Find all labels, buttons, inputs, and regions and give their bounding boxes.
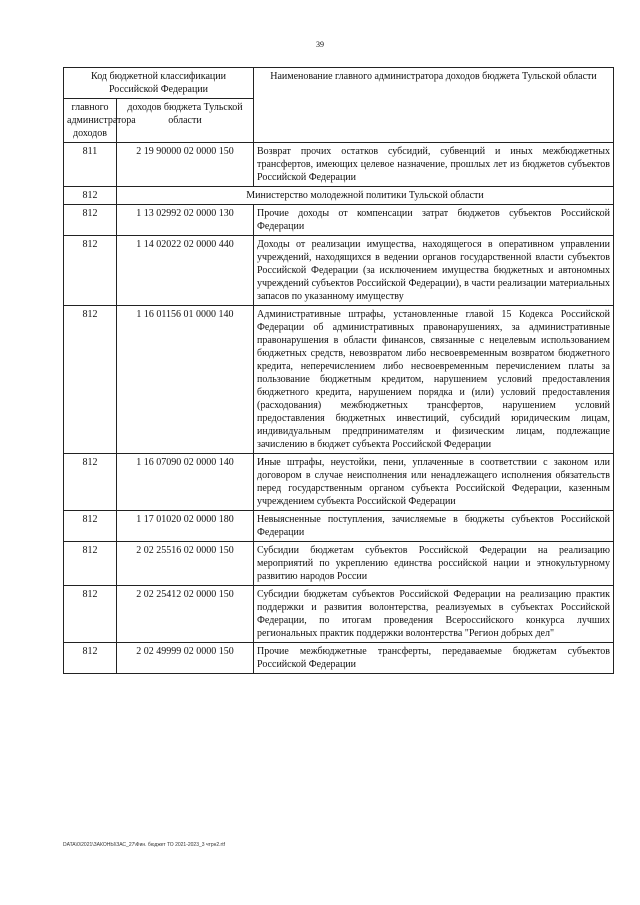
row-admin-code: 812 [64,542,117,586]
row-description: Невыясненные поступления, зачисляемые в бюджеты субъектов Российской Федерации [254,511,614,542]
section-title: Министерство молодежной политики Тульской области [117,187,614,205]
table-row [64,511,614,542]
row-admin-code: 812 [64,306,117,454]
row-admin-code: 812 [64,236,117,306]
table-row [64,586,614,643]
row-admin-code: 812 [64,643,117,674]
table-row-section [64,187,614,205]
subheader-admin: главного администратора доходов [64,99,117,143]
header-kbk: Код бюджетной классификации Российской Федерации [64,68,254,99]
table-row [64,643,614,674]
row-description: Прочие межбюджетные трансферты, передаваемые бюджетам субъектов Российской Федерации [254,643,614,674]
subheader-income: доходов бюджета Тульской области [117,99,254,143]
table-header-row [64,68,614,99]
budget-table [63,67,614,674]
row-budget-code: 1 16 01156 01 0000 140 [117,306,254,454]
row-admin-code: 812 [64,586,117,643]
table-row [64,236,614,306]
row-budget-code: 1 14 02022 02 0000 440 [117,236,254,306]
row-budget-code: 2 02 49999 02 0000 150 [117,643,254,674]
row-budget-code: 1 16 07090 02 0000 140 [117,454,254,511]
row-budget-code: 1 13 02992 02 0000 130 [117,205,254,236]
row-admin-code: 812 [64,205,117,236]
row-description: Субсидии бюджетам субъектов Российской Федерации на реализацию практик поддержки и развития волонтерства, реализуемых в субъектах Российской Федерации, по итогам проведения Всероссийского конкурса лучших региональных практик поддержки волонтерства "Регион добрых дел" [254,586,614,643]
table-row [64,542,614,586]
row-admin-code: 811 [64,143,117,187]
table-row [64,306,614,454]
row-description: Административные штрафы, установленные главой 15 Кодекса Российской Федерации об административных правонарушениях, за административные правонарушения в области финансов, связанные с нецелевым использованием бюджетных средств, невозвратом либо несвоевременным возвратом бюджетного кредита, неперечислением либо несвоевременным перечислением платы за пользование бюджетным кредитом, нарушением условий предоставления бюджетного кредита, нарушением порядка и (или) условий предоставления (расходования) межбюджетных трансфертов, нарушением условий предоставления бюджетных инвестиций, субсидий юридическим лицам, индивидуальным предпринимателям и физическим лицам, подлежащие зачислению в бюджет субъекта Российской Федерации [254,306,614,454]
row-budget-code: 2 02 25516 02 0000 150 [117,542,254,586]
row-admin-code: 812 [64,454,117,511]
row-budget-code: 2 19 90000 02 0000 150 [117,143,254,187]
header-admin-name: Наименование главного администратора доходов бюджета Тульской области [254,68,614,143]
row-description: Субсидии бюджетам субъектов Российской Федерации на реализацию мероприятий по укреплению единства российской нации и этнокультурному развитию народов России [254,542,614,586]
table-row [64,454,614,511]
table-row [64,205,614,236]
row-description: Доходы от реализации имущества, находящегося в оперативном управлении учреждений, находящихся в ведении органов государственной власти субъектов Российской Федерации (за исключением имущества бюджетных и автономных учреждений субъектов Российской Федерации), в части реализации материальных запасов по указанному имуществу [254,236,614,306]
row-budget-code: 2 02 25412 02 0000 150 [117,586,254,643]
file-path-footer: DATA\0\2021\ЗАКОНЫ\ЗАС_27\Фин. бюджет ТО 2021-2023_3 чтрн2.rtf [63,842,225,848]
row-description: Иные штрафы, неустойки, пени, уплаченные в соответствии с законом или договором в случае неисполнения или ненадлежащего исполнения обязательств перед государственным органом субъекта Российской Федерации, казенным учреждением субъекта Российской Федерации [254,454,614,511]
row-budget-code: 1 17 01020 02 0000 180 [117,511,254,542]
page-number: 39 [316,40,324,49]
row-admin-code: 812 [64,187,117,205]
row-admin-code: 812 [64,511,117,542]
table-row [64,143,614,187]
row-description: Прочие доходы от компенсации затрат бюджетов субъектов Российской Федерации [254,205,614,236]
row-description: Возврат прочих остатков субсидий, субвенций и иных межбюджетных трансфертов, имеющих целевое назначение, прошлых лет из бюджетов субъектов Российской Федерации [254,143,614,187]
